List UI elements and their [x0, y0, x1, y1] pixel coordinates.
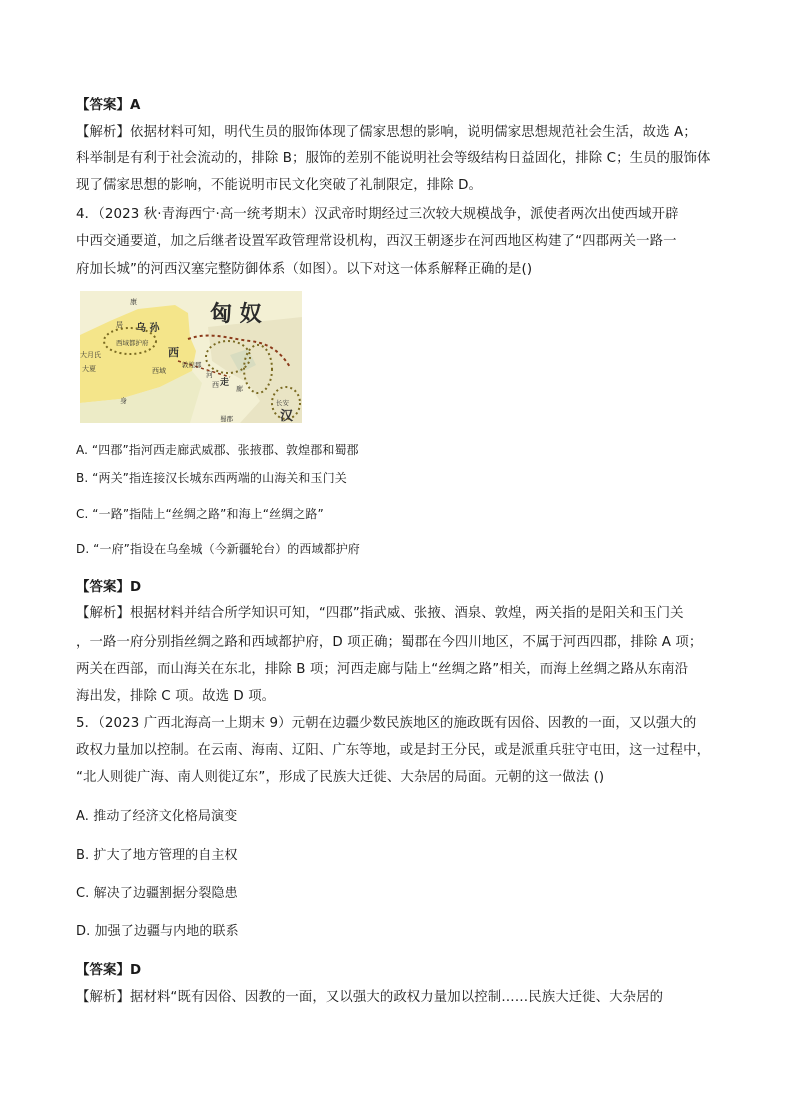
map-label-xi: 西: [168, 346, 179, 359]
explanation-4-line-4: 海出发，排除 C 项。故选 D 项。: [76, 689, 276, 704]
map-label-shu: 蜀郡: [220, 415, 233, 423]
map-label-yuezhi: 大月氏: [80, 351, 101, 359]
explanation-4-line-2: ，一路一府分别指丝绸之路和西域都护府，D 项正确；蜀郡在今四川地区，不属于河西四郡，排除 A 项；: [76, 635, 703, 650]
explanation-3-line-3: 现了儒家思想的影响，不能说明市民文化突破了礼制限定，排除 D。: [76, 178, 482, 193]
option-4a: A. “四郡”指河西走廊武威郡、张掖郡、敦煌郡和蜀郡: [76, 443, 359, 457]
map-label-lang: 廊: [236, 385, 243, 393]
han-dynasty-map: [80, 291, 302, 423]
option-5a: A. 推动了经济文化格局演变: [76, 809, 238, 824]
question-4-line-2: 中西交通要道，加之后继者设置军政管理常设机构，西汉王朝逐步在河西地区构建了“四郡两关一路一: [76, 234, 677, 249]
map-label-changan: 长安: [276, 399, 289, 407]
map-label-kang: 康: [130, 298, 137, 306]
map-label-shen: 身: [120, 397, 127, 405]
map-label-han: 汉: [280, 409, 294, 423]
answer-5: 【答案】D: [76, 963, 142, 978]
question-5-line-1: 5．（2023 广西北海高一上期末 9）元朝在边疆少数民族地区的施政既有因俗、因教的一面，又以强大的: [76, 716, 697, 731]
question-4-line-3: 府加长城”的河西汉塞完整防御体系（如图）。以下对这一体系解释正确的是(): [76, 262, 533, 277]
option-4b: B. “两关”指连接汉长城东西两端的山海关和玉门关: [76, 471, 347, 485]
option-4d: D. “一府”指设在乌垒城（今新疆轮台）的西域都护府: [76, 542, 360, 556]
explanation-4-line-1: 【解析】根据材料并结合所学知识可知，“四郡”指武威、张掖、酒泉、敦煌，两关指的是阳关和玉门关: [76, 606, 684, 621]
map-label-daxia: 大夏: [82, 365, 96, 373]
answer-4: 【答案】D: [76, 580, 142, 595]
map-label-dunhuang: 敦煌郡: [182, 361, 202, 369]
explanation-5-line-1: 【解析】据材料“既有因俗、因教的一面，又以强大的政权力量加以控制……民族大迁徙、大杂居的: [76, 990, 664, 1005]
map-label-xiongnu: 匈 奴: [210, 302, 262, 327]
map-label-ju: 居: [116, 321, 123, 329]
option-5d: D. 加强了边疆与内地的联系: [76, 924, 239, 939]
explanation-3-line-2: 科举制是有利于社会流动的，排除 B；服饰的差别不能说明社会等级结构日益固化，排除 C；生员的服饰体: [76, 151, 711, 166]
question-5-line-3: “北人则徙广海、南人则徙辽东”，形成了民族大迁徙、大杂居的局面。元朝的这一做法 (): [76, 770, 605, 785]
option-5b: B. 扩大了地方管理的自主权: [76, 848, 238, 863]
question-5-line-2: 政权力量加以控制。在云南、海南、辽阳、广东等地，或是封王分民，或是派重兵驻守屯田，这一过程中，: [76, 743, 711, 758]
option-4c: C. “一路”指陆上“丝绸之路”和海上“丝绸之路”: [76, 507, 324, 521]
explanation-4-line-3: 两关在西部，而山海关在东北，排除 B 项；河西走廊与陆上“丝绸之路”相关，而海上丝绸之路从东南沿: [76, 662, 689, 677]
question-4-line-1: 4．（2023 秋·青海西宁·高一统考期末）汉武帝时期经过三次较大规模战争，派使者两次出使西域开辟: [76, 207, 679, 222]
map-label-xi2: 西: [212, 381, 219, 389]
map-label-zou: 走: [220, 378, 230, 388]
answer-3: 【答案】A: [76, 98, 141, 113]
map-label-wusun: 乌 孙: [136, 323, 160, 334]
explanation-3-line-1: 【解析】依据材料可知，明代生员的服饰体现了儒家思想的影响，说明儒家思想规范社会生活，故选 A；: [76, 125, 697, 140]
map-label-he: 河: [206, 371, 213, 379]
map-label-xiyu: 西域: [152, 367, 166, 375]
map-label-duhu: 西域都护府: [116, 339, 149, 347]
option-5c: C. 解决了边疆割据分裂隐患: [76, 886, 238, 901]
